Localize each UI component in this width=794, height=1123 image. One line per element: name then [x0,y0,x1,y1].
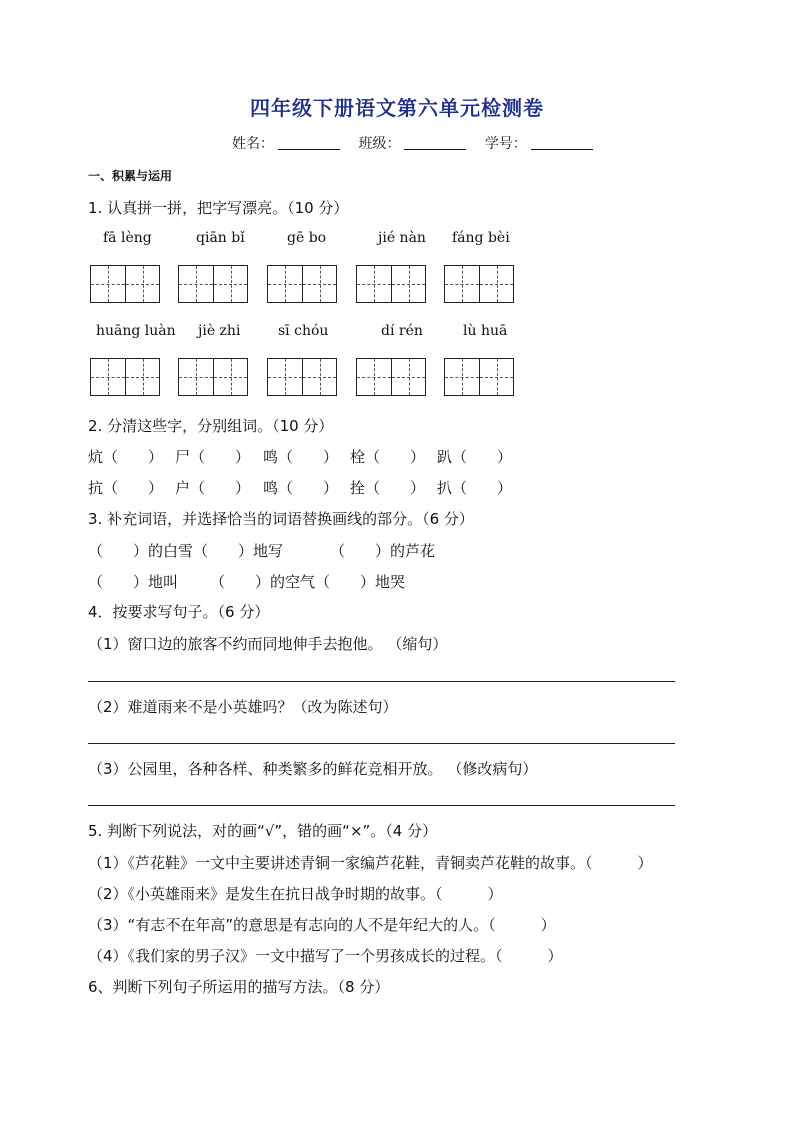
judge-item: （1）《芦花鞋》一文中主要讲述青铜一家编芦花鞋，青铜卖芦花鞋的故事。（ ） [88,854,653,872]
pinyin-label: qiān bǐ [196,230,245,246]
pinyin-label: jié nàn [378,230,426,246]
word-item: 拴（ ） [350,479,426,497]
word-item: 鸣（ ） [263,448,339,466]
fill-item: （ ）地叫 [88,573,179,591]
word-item: 扒（ ） [437,479,513,497]
student-info [232,133,607,153]
answer-line[interactable] [88,743,675,744]
writing-grid[interactable] [267,358,337,396]
word-item: 栓（ ） [350,448,426,466]
question-6: 6、判断下列句子所运用的描写方法。（8 分） [88,978,390,996]
id-blank[interactable] [531,135,593,150]
pinyin-label: jiè zhi [198,323,241,339]
name-label: 姓名： [232,136,274,152]
pinyin-label: fáng bèi [452,230,510,246]
class-blank[interactable] [404,135,466,150]
writing-grid[interactable] [444,265,514,303]
word-item: 炕（ ） [88,448,164,466]
answer-line[interactable] [88,681,675,682]
sentence-item: （2）难道雨来不是小英雄吗？（改为陈述句） [88,698,398,716]
name-blank[interactable] [278,135,340,150]
word-item: 抗（ ） [88,479,164,497]
word-item: 尸（ ） [175,448,251,466]
pinyin-label: lù huā [463,323,508,339]
pinyin-label: fā lèng [103,230,152,246]
writing-grid[interactable] [90,358,160,396]
writing-grid[interactable] [356,265,426,303]
writing-grid[interactable] [178,265,248,303]
judge-item: （3）“有志不在年高”的意思是有志向的人不是年纪大的人。（ ） [88,916,556,934]
fill-item: （ ）的空气（ ）地哭 [210,573,406,591]
fill-item: （ ）的白雪（ ）地写 [88,542,284,560]
answer-line[interactable] [88,805,675,806]
fill-item: （ ）的芦花 [330,542,436,560]
pinyin-label: sī chóu [278,323,329,339]
class-label: 班级： [358,136,401,152]
question-3: 3. 补充词语，并选择恰当的词语替换画线的部分。（6 分） [88,510,474,528]
pinyin-label: gē bo [287,230,327,246]
sentence-item: （1）窗口边的旅客不约而同地伸手去抱他。 （缩句） [88,635,448,653]
writing-grid[interactable] [267,265,337,303]
writing-grid[interactable] [356,358,426,396]
writing-grid[interactable] [178,358,248,396]
writing-grid[interactable] [444,358,514,396]
word-item: 鸣（ ） [263,479,339,497]
sentence-item: （3）公园里，各种各样、种类繁多的鲜花竞相开放。 （修改病句） [88,760,538,778]
id-label: 学号： [484,136,527,152]
pinyin-label: huāng luàn [96,323,176,339]
word-item: 趴（ ） [437,448,513,466]
question-1: 1. 认真拼一拼，把字写漂亮。（10 分） [88,199,349,217]
writing-grid[interactable] [90,265,160,303]
question-5: 5. 判断下列说法，对的画“√”，错的画“×”。（4 分） [88,822,438,840]
judge-item: （2）《小英雄雨来》是发生在抗日战争时期的故事。（ ） [88,885,503,903]
word-item: 户（ ） [175,479,251,497]
question-2: 2. 分清这些字，分别组词。（10 分） [88,417,334,435]
pinyin-label: dí rén [381,323,423,339]
page-title: 四年级下册语文第六单元检测卷 [250,96,544,120]
question-4: 4．按要求写句子。（6 分） [88,603,270,621]
section-heading: 一、积累与运用 [88,169,173,183]
judge-item: （4）《我们家的男子汉》一文中描写了一个男孩成长的过程。（ ） [88,947,563,965]
